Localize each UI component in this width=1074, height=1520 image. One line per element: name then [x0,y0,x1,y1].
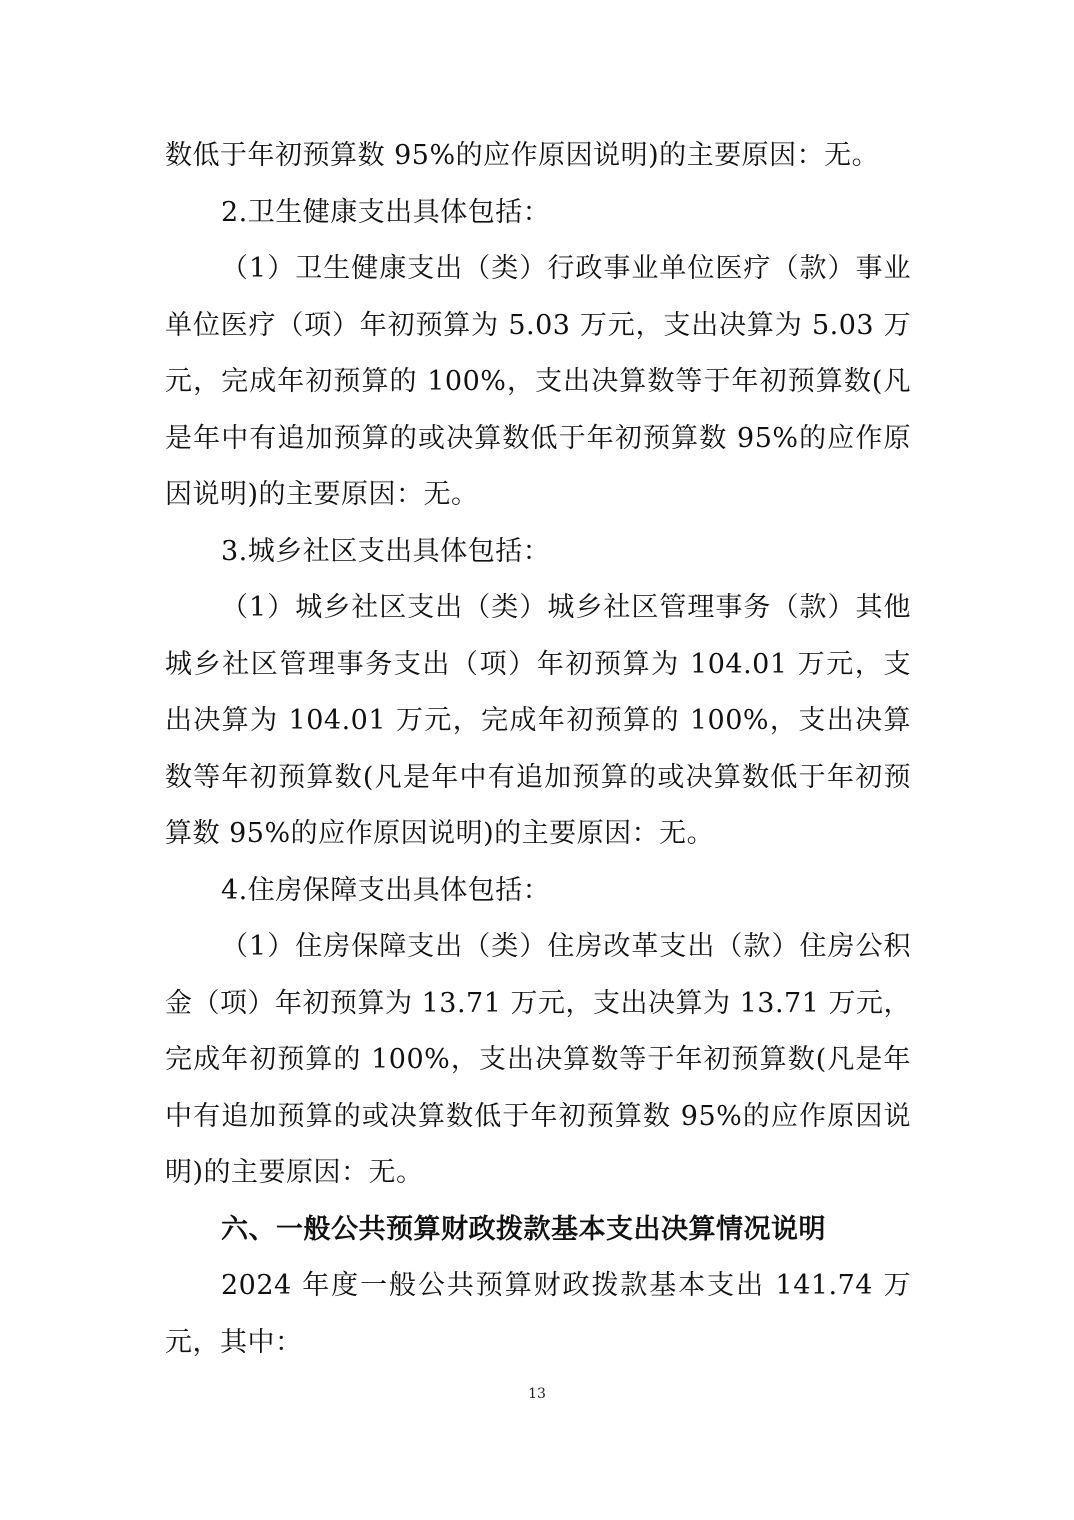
page-number: 13 [528,1386,546,1402]
paragraph-housing-detail: （1）住房保障支出（类）住房改革支出（款）住房公积金（项）年初预算为 13.71 万元，支出决算为 13.71 万元，完成年初预算的 100%，支出决算数等于年初预算数(凡是年中有追加预算的或决算数低于年初预算数 95%的应作原因说明)的主要原因：无。 [165,931,911,1188]
section-heading-basic-expenditure: 六、一般公共预算财政拨款基本支出决算情况说明 [221,1213,826,1245]
paragraph-health-detail: （1）卫生健康支出（类）行政事业单位医疗（款）事业单位医疗（项）年初预算为 5.03 万元，支出决算为 5.03 万元，完成年初预算的 100%，支出决算数等于年初预算数(凡是年中有追加预算的或决算数低于年初预算数 95%的应作原因说明)的主要原因：无。 [165,253,911,510]
paragraph-basic-expenditure: 2024 年度一般公共预算财政拨款基本支出 141.74 万元，其中： [165,1270,911,1358]
page-body [165,128,911,1371]
section-housing-title: 4.住房保障支出具体包括： [221,874,551,906]
section-urban-rural-title: 3.城乡社区支出具体包括： [221,535,551,567]
paragraph-urban-rural-detail: （1）城乡社区支出（类）城乡社区管理事务（款）其他城乡社区管理事务支出（项）年初预算为 104.01 万元，支出决算为 104.01 万元，完成年初预算的 100%，支出决算数等年初预算数(凡是年中有追加预算的或决算数低于年初预算数 95%的应作原因说明)的主要原因：无。 [165,592,911,849]
section-health-title: 2.卫生健康支出具体包括： [221,196,551,228]
paragraph-continuation: 数低于年初预算数 95%的应作原因说明)的主要原因：无。 [165,140,880,171]
